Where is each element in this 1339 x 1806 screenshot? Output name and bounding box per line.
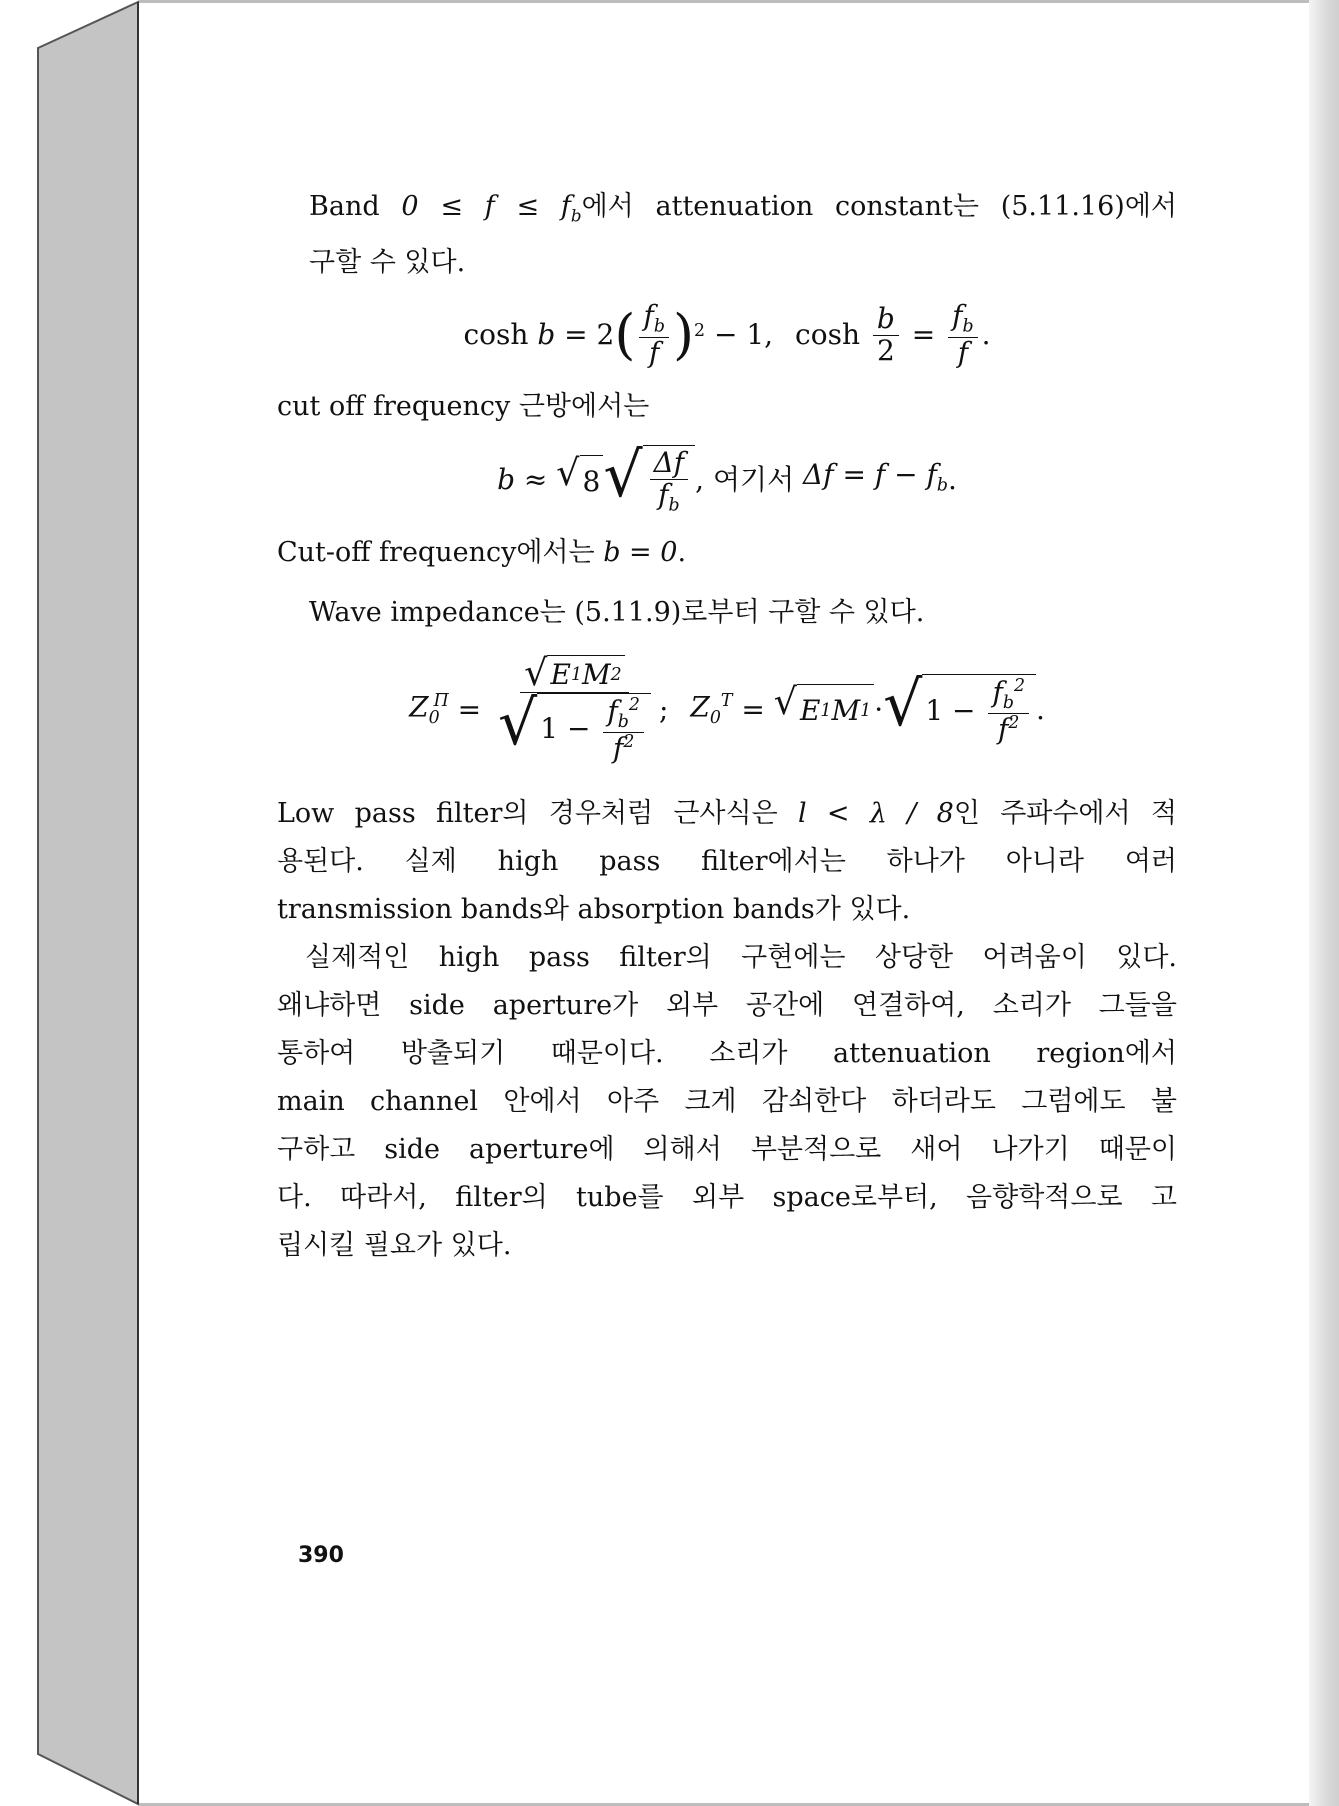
para6-line5: 구하고 side aperture에 의해서 부분적으로 새어 나가기 때문이: [277, 1133, 1177, 1165]
para1-line1: [277, 183, 1177, 239]
para1-mid: 에서 attenuation constant는 (5.11.16)에서: [581, 191, 1177, 222]
book-spine-side: [0, 0, 140, 1806]
para1-math: $0 \le f \le f_b$: [401, 191, 582, 226]
book-page: [140, 3, 1310, 1803]
para6-line2: 왜냐하면 side aperture가 외부 공간에 연결하여, 소리가 그들을: [277, 989, 1177, 1021]
page-number: 390: [298, 1543, 344, 1568]
para6-line3: 통하여 방출되기 때문이다. 소리가 attenuation region에서: [277, 1037, 1177, 1069]
equation-cosh: cosh b = 2 ( $\frac{f_b}{f}$ ) 2 − 1, cosh $\frac{b}{2}$ = $\frac{f_b}{f}$ .: [463, 299, 991, 370]
para6-line6: 다. 따라서, filter의 tube를 외부 space로부터, 음향학적으로 고: [277, 1181, 1177, 1213]
equation-b-approx: b ≈ √ 8 √ $\frac{\Delta f}{f_b}$ , 여기서 $\Delta f = f - f_b$ .: [497, 438, 957, 516]
para5-line2: 용된다. 실제 high pass filter에서는 하나가 아니라 여러: [277, 845, 1177, 877]
paragraph-cutoff-b-zero: Cut-off frequency에서는 b = 0.: [277, 537, 687, 569]
para6-line1: 실제적인 high pass filter의 구현에는 상당한 어려움이 있다.: [305, 941, 1177, 973]
page-right-shadow: [1309, 0, 1339, 1806]
para5-line3: transmission bands와 absorption bands가 있다.: [277, 893, 911, 925]
para1-lead: Band: [309, 191, 380, 222]
para6-line7: 립시킬 필요가 있다.: [277, 1229, 512, 1261]
equation-impedance: $Z_0^\Pi$ = √ E 1 M 2 √ 1 − $\frac{f_b^2}{f^2}$ ; $Z_0^T$ = √ E 1 M 1 · √ 1 − $\frac{f_b^2}{f^2}$ .: [409, 651, 1045, 765]
paragraph-band-attenuation: [277, 183, 1177, 287]
para6-line4: main channel 안에서 아주 크게 감쇠한다 하더라도 그럼에도 불: [277, 1085, 1177, 1117]
paragraph-high-pass-practical: [277, 934, 1177, 1270]
paragraph-cutoff-near: cut off frequency 근방에서는: [277, 390, 650, 422]
para5-line1: Low pass filter의 경우처럼 근사식은 l < λ / 8인 주파수에서 적: [277, 797, 1177, 829]
para1-line2: 구할 수 있다.: [309, 247, 466, 279]
page-content: [277, 183, 1177, 1270]
paragraph-wave-impedance: Wave impedance는 (5.11.9)로부터 구할 수 있다.: [309, 597, 925, 629]
paragraph-low-pass-approx: [277, 790, 1177, 934]
